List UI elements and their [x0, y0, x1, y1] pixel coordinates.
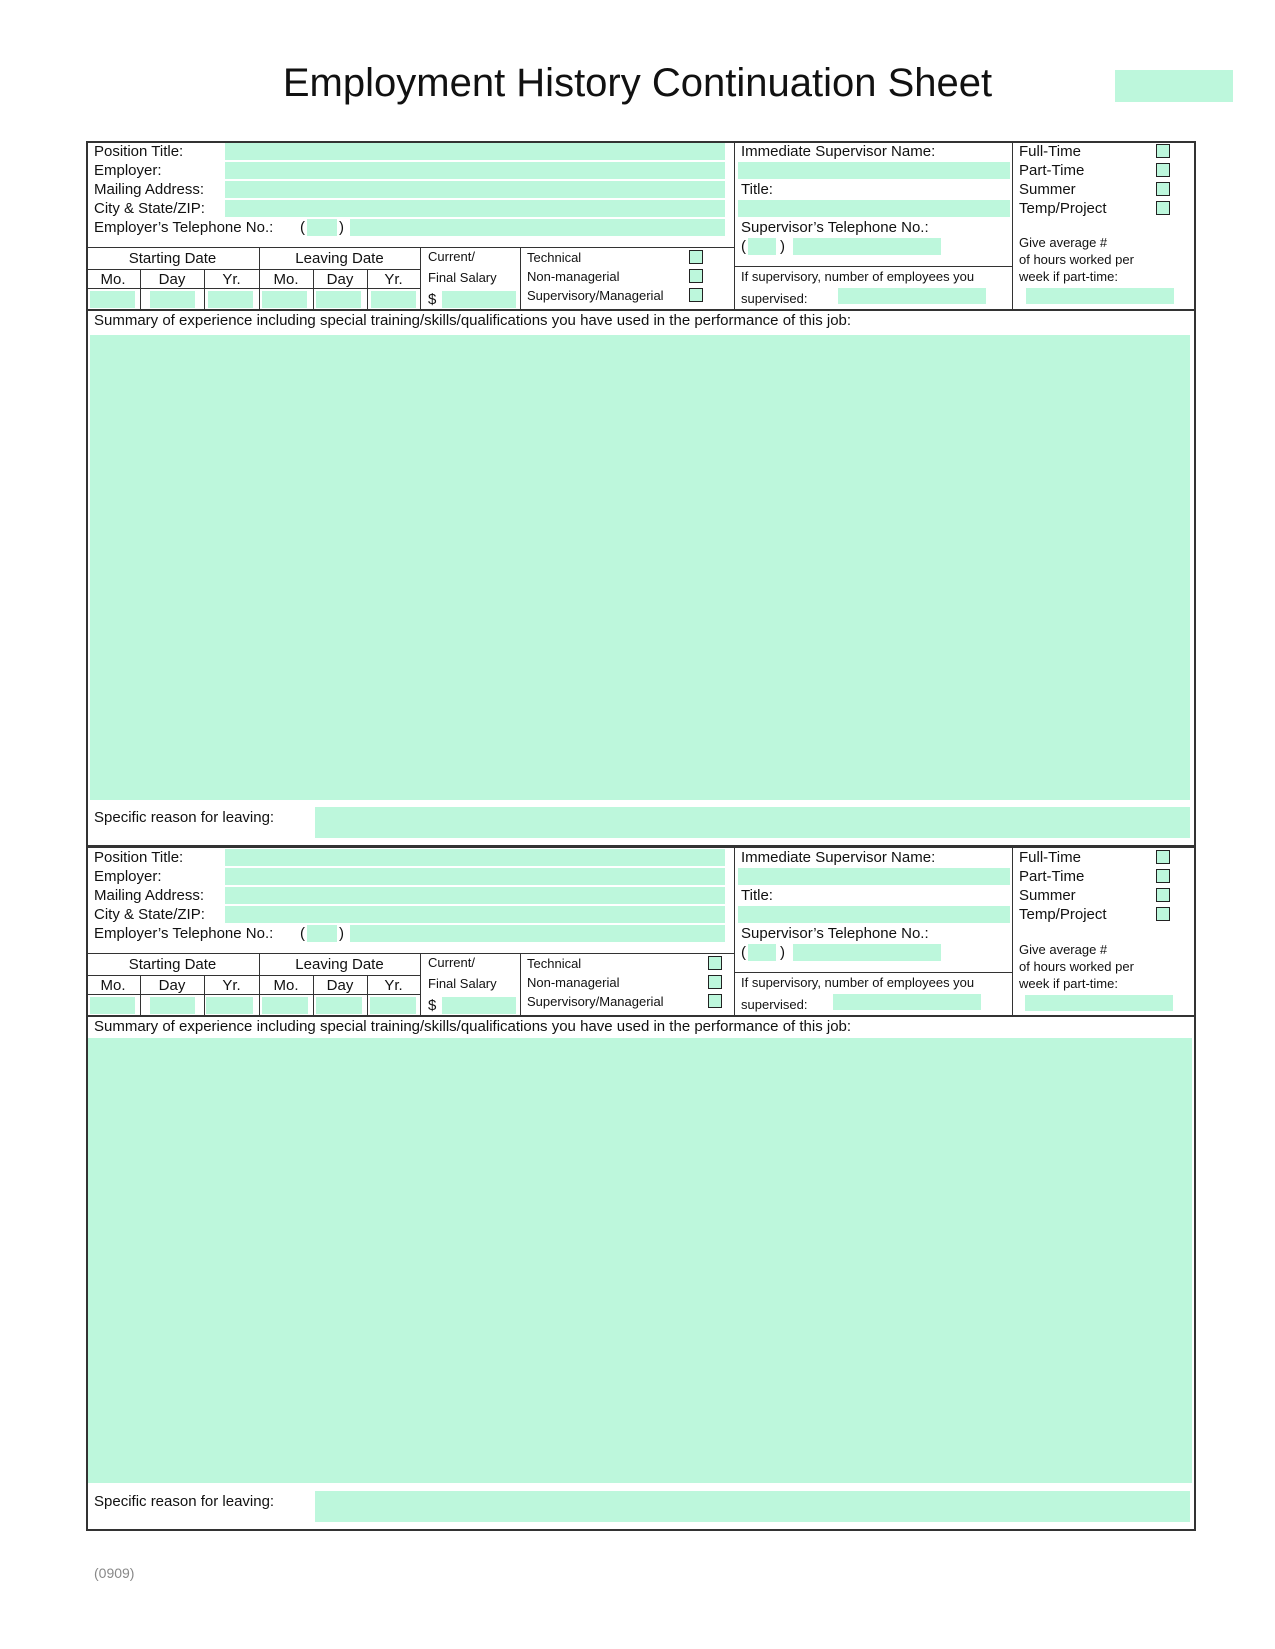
- leave-day-label: Day: [326, 977, 354, 994]
- salary-field[interactable]: [442, 997, 516, 1014]
- paren-open: (: [300, 925, 305, 942]
- reason-field[interactable]: [315, 1491, 1190, 1522]
- non-managerial-checkbox[interactable]: [689, 269, 703, 283]
- supervisor-title-field[interactable]: [738, 906, 1010, 923]
- leave-mo-field[interactable]: [262, 291, 307, 308]
- num-employees-label: If supervisory, number of employees you: [741, 975, 975, 990]
- temp-project-checkbox[interactable]: [1156, 201, 1170, 215]
- employer-phone-label: Employer’s Telephone No.:: [94, 925, 274, 942]
- temp-project-label: Temp/Project: [1019, 906, 1107, 923]
- supervisor-title-label: Title:: [741, 181, 773, 198]
- mailing-address-label: Mailing Address:: [94, 887, 205, 904]
- start-mo-label: Mo.: [100, 271, 126, 288]
- starting-date-label: Starting Date: [128, 250, 217, 267]
- supervisor-phone-label: Supervisor’s Telephone No.:: [741, 925, 929, 942]
- supervisor-name-field[interactable]: [738, 162, 1010, 179]
- start-day-label: Day: [158, 977, 186, 994]
- full-time-checkbox[interactable]: [1156, 850, 1170, 864]
- non-managerial-label: Non-managerial: [527, 975, 620, 990]
- temp-project-label: Temp/Project: [1019, 200, 1107, 217]
- reason-label: Specific reason for leaving:: [94, 1493, 275, 1510]
- full-time-label: Full-Time: [1019, 849, 1081, 866]
- full-time-label: Full-Time: [1019, 143, 1081, 160]
- starting-date-label: Starting Date: [128, 956, 217, 973]
- avg-hours-field[interactable]: [1025, 995, 1173, 1011]
- supervisor-title-field[interactable]: [738, 200, 1010, 217]
- start-mo-field[interactable]: [90, 997, 135, 1014]
- start-day-label: Day: [158, 271, 186, 288]
- supervisory-managerial-checkbox[interactable]: [708, 994, 722, 1008]
- supervisor-phone-area-field[interactable]: [748, 944, 776, 961]
- technical-checkbox[interactable]: [689, 250, 703, 264]
- employer-phone-label: Employer’s Telephone No.:: [94, 219, 274, 236]
- avg-hours-label-2: of hours worked per: [1019, 959, 1134, 974]
- salary-label-2: Final Salary: [428, 976, 497, 991]
- paren-close: ): [339, 219, 344, 236]
- mailing-address-field[interactable]: [225, 181, 725, 198]
- employer-phone-area-field[interactable]: [307, 219, 337, 236]
- technical-label: Technical: [527, 956, 582, 971]
- supervisory-managerial-label: Supervisory/Managerial: [527, 994, 664, 1009]
- supervisory-managerial-label: Supervisory/Managerial: [527, 288, 664, 303]
- paren-open: (: [741, 238, 746, 255]
- start-mo-label: Mo.: [100, 977, 126, 994]
- leaving-date-label: Leaving Date: [295, 250, 384, 267]
- salary-label: Current/: [428, 955, 475, 970]
- start-day-field[interactable]: [150, 997, 195, 1014]
- avg-hours-label: Give average #: [1019, 942, 1108, 957]
- dollar-sign: $: [428, 291, 437, 308]
- city-state-zip-label: City & State/ZIP:: [94, 200, 205, 217]
- summary-label: Summary of experience including special training/skills/qualifications you have used in the performance of this job:: [94, 312, 852, 329]
- summary-field[interactable]: [90, 335, 1190, 800]
- paren-close: ): [780, 944, 785, 961]
- start-yr-label: Yr.: [222, 977, 241, 994]
- leave-day-field[interactable]: [316, 997, 362, 1014]
- reason-label: Specific reason for leaving:: [94, 809, 275, 826]
- supervisor-title-label: Title:: [741, 887, 773, 904]
- leave-day-label: Day: [326, 271, 354, 288]
- employer-phone-number-field[interactable]: [350, 219, 725, 236]
- dollar-sign: $: [428, 997, 437, 1014]
- part-time-label: Part-Time: [1019, 162, 1085, 179]
- num-employees-label-2: supervised:: [741, 997, 808, 1012]
- leave-mo-label: Mo.: [273, 977, 299, 994]
- num-employees-field[interactable]: [833, 994, 981, 1010]
- salary-label: Current/: [428, 249, 475, 264]
- city-state-zip-label: City & State/ZIP:: [94, 906, 205, 923]
- header-field[interactable]: [1115, 70, 1233, 102]
- leave-yr-label: Yr.: [384, 271, 403, 288]
- leaving-date-label: Leaving Date: [295, 956, 384, 973]
- employer-label: Employer:: [94, 868, 162, 885]
- leave-mo-field[interactable]: [262, 997, 308, 1014]
- leave-yr-field[interactable]: [370, 997, 416, 1014]
- paren-close: ): [339, 925, 344, 942]
- summer-checkbox[interactable]: [1156, 182, 1170, 196]
- paren-close: ): [780, 238, 785, 255]
- supervisor-phone-area-field[interactable]: [748, 238, 776, 255]
- salary-label-2: Final Salary: [428, 270, 497, 285]
- non-managerial-label: Non-managerial: [527, 269, 620, 284]
- paren-open: (: [300, 219, 305, 236]
- employer-label: Employer:: [94, 162, 162, 179]
- supervisor-phone-number-field[interactable]: [793, 944, 941, 961]
- start-mo-field[interactable]: [90, 291, 135, 308]
- salary-field[interactable]: [442, 291, 516, 308]
- full-time-checkbox[interactable]: [1156, 144, 1170, 158]
- employer-phone-area-field[interactable]: [307, 925, 337, 942]
- summer-checkbox[interactable]: [1156, 888, 1170, 902]
- start-yr-label: Yr.: [222, 271, 241, 288]
- paren-open: (: [741, 944, 746, 961]
- mailing-address-field[interactable]: [225, 887, 725, 904]
- page-title: Employment History Continuation Sheet: [282, 61, 993, 105]
- form-code: (0909): [94, 1565, 135, 1581]
- start-yr-field[interactable]: [206, 997, 253, 1014]
- city-state-zip-field[interactable]: [225, 200, 725, 217]
- avg-hours-field[interactable]: [1026, 288, 1174, 304]
- part-time-checkbox[interactable]: [1156, 869, 1170, 883]
- avg-hours-label-3: week if part-time:: [1019, 269, 1118, 284]
- position-title-field[interactable]: [225, 849, 725, 866]
- non-managerial-checkbox[interactable]: [708, 975, 722, 989]
- part-time-label: Part-Time: [1019, 868, 1085, 885]
- summer-label: Summer: [1019, 181, 1076, 198]
- avg-hours-label: Give average #: [1019, 235, 1108, 250]
- avg-hours-label-2: of hours worked per: [1019, 252, 1134, 267]
- supervisory-managerial-checkbox[interactable]: [689, 288, 703, 302]
- temp-project-checkbox[interactable]: [1156, 907, 1170, 921]
- supervisor-name-label: Immediate Supervisor Name:: [741, 849, 936, 866]
- leave-day-field[interactable]: [316, 291, 361, 308]
- num-employees-label-2: supervised:: [741, 291, 808, 306]
- employer-field[interactable]: [225, 868, 725, 885]
- part-time-checkbox[interactable]: [1156, 163, 1170, 177]
- mailing-address-label: Mailing Address:: [94, 181, 205, 198]
- technical-checkbox[interactable]: [708, 956, 722, 970]
- leave-mo-label: Mo.: [273, 271, 299, 288]
- employer-field[interactable]: [225, 162, 725, 179]
- position-title-label: Position Title:: [94, 143, 184, 160]
- leave-yr-field[interactable]: [371, 291, 416, 308]
- reason-field[interactable]: [315, 807, 1190, 838]
- supervisor-phone-number-field[interactable]: [793, 238, 941, 255]
- start-day-field[interactable]: [150, 291, 195, 308]
- technical-label: Technical: [527, 250, 582, 265]
- supervisor-phone-label: Supervisor’s Telephone No.:: [741, 219, 929, 236]
- summary-field[interactable]: [88, 1038, 1192, 1483]
- city-state-zip-field[interactable]: [225, 906, 725, 923]
- employer-phone-number-field[interactable]: [350, 925, 725, 942]
- num-employees-label: If supervisory, number of employees you: [741, 269, 975, 284]
- summary-label: Summary of experience including special training/skills/qualifications you have used in the performance of this job:: [94, 1018, 852, 1035]
- position-title-field[interactable]: [225, 143, 725, 160]
- avg-hours-label-3: week if part-time:: [1019, 976, 1118, 991]
- num-employees-field[interactable]: [838, 288, 986, 304]
- position-title-label: Position Title:: [94, 849, 184, 866]
- start-yr-field[interactable]: [208, 291, 253, 308]
- supervisor-name-field[interactable]: [738, 868, 1010, 885]
- leave-yr-label: Yr.: [384, 977, 403, 994]
- supervisor-name-label: Immediate Supervisor Name:: [741, 143, 936, 160]
- summer-label: Summer: [1019, 887, 1076, 904]
